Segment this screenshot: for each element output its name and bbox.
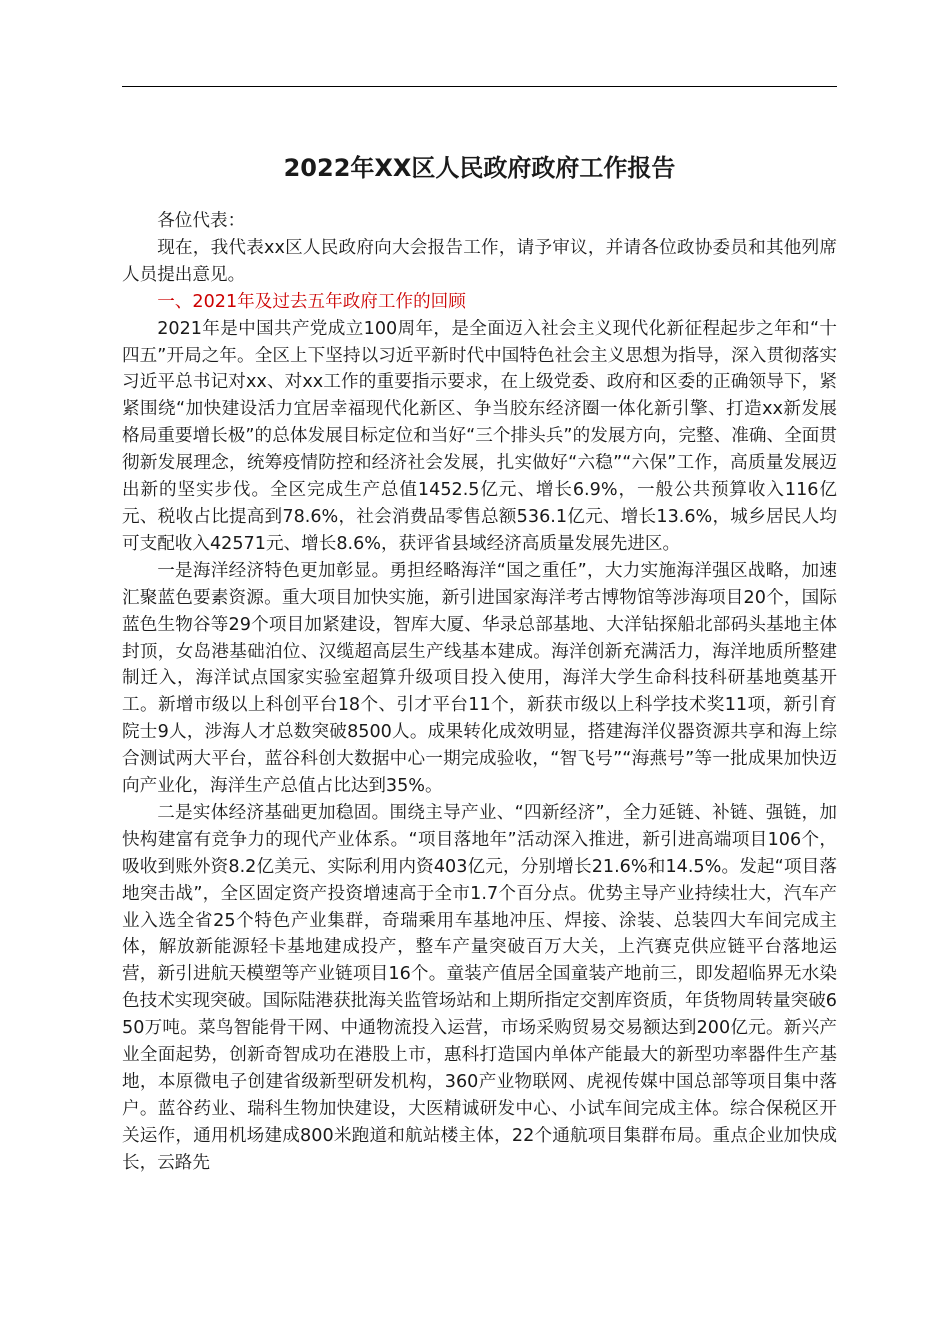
document-title: 2022年XX区人民政府政府工作报告	[283, 154, 676, 182]
section-heading: 一、2021年及过去五年政府工作的回顾	[157, 291, 466, 312]
intro-paragraph: 现在，我代表xx区人民政府向大会报告工作，请予审议，并请各位政协委员和其他列席人员提出意见。	[122, 237, 837, 285]
paragraph: 二是实体经济基础更加稳固。围绕主导产业、“四新经济”，全力延链、补链、强链，加快构建富有竞争力的现代产业体系。“项目落地年”活动深入推进，新引进高端项目106个，吸收到账外资8.2亿美元、实际利用内资403亿元，分别增长21.6%和14.5%。发起“项目落地突击战”，全区固定资产投资增速高于全市1.7个百分点。优势主导产业持续壮大，汽车产业入选全省25个特色产业集群，奇瑞乘用车基地冲压、焊接、涂装、总装四大车间完成主体，解放新能源轻卡基地建成投产，整车产量突破百万大关，上汽赛克供应链平台落地运营，新引进航天模塑等产业链项目16个。童装产值居全国童装产地前三，即发超临界无水染色技术实现突破。国际陆港获批海关监管场站和上期所指定交割库资质，年货物周转量突破650万吨。菜鸟智能骨干网、中通物流投入运营，市场采购贸易交易额达到200亿元。新兴产业全面起势，创新奇智成功在港股上市，惠科打造国内单体产能最大的新型功率器件生产基地，本原微电子创建省级新型研发机构，360产业物联网、虎视传媒中国总部等项目集中落户。蓝谷药业、瑞科生物加快建设，大医精诚研发中心、小试车间完成主体。综合保税区开关运作，通用机场建成800米跑道和航站楼主体，22个通航项目集群布局。重点企业加快成长，云路先	[122, 802, 837, 1173]
header-rule	[122, 86, 837, 87]
paragraph: 2021年是中国共产党成立100周年，是全面迈入社会主义现代化新征程起步之年和“十四五”开局之年。全区上下坚持以习近平新时代中国特色社会主义思想为指导，深入贯彻落实习近平总书记对xx、对xx工作的重要指示要求，在上级党委、政府和区委的正确领导下，紧紧围绕“加快建设活力宜居幸福现代化新区、争当胶东经济圈一体化新引擎、打造xx新发展格局重要增长极”的总体发展目标定位和当好“三个排头兵”的发展方向，完整、准确、全面贯彻新发展理念，统筹疫情防控和经济社会发展，扎实做好“六稳”“六保”工作，高质量发展迈出新的坚实步伐。全区完成生产总值1452.5亿元、增长6.9%，一般公共预算收入116亿元、税收占比提高到78.6%，社会消费品零售总额536.1亿元、增长13.6%，城乡居民人均可支配收入42571元、增长8.6%，获评省县域经济高质量发展先进区。	[122, 318, 837, 554]
salutation: 各位代表：	[157, 211, 246, 231]
document-body	[122, 208, 837, 1177]
paragraph: 一是海洋经济特色更加彰显。勇担经略海洋“国之重任”，大力实施海洋强区战略，加速汇聚蓝色要素资源。重大项目加快实施，新引进国家海洋考古博物馆等涉海项目20个，国际蓝色生物谷等29个项目加紧建设，智库大厦、华录总部基地、大洋钻探船北部码头基地主体封顶，女岛港基础泊位、汉缆超高层生产线基本建成。海洋创新充满活力，海洋地质所整建制迁入，海洋试点国家实验室超算升级项目投入使用，海洋大学生命科技科研基地奠基开工。新增市级以上科创平台18个、引才平台11个，新获市级以上科学技术奖11项，新引育院士9人，涉海人才总数突破8500人。成果转化成效明显，搭建海洋仪器资源共享和海上综合测试两大平台，蓝谷科创大数据中心一期完成验收，“智飞号”“海燕号”等一批成果加快迈向产业化，海洋生产总值占比达到35%。	[122, 560, 837, 797]
